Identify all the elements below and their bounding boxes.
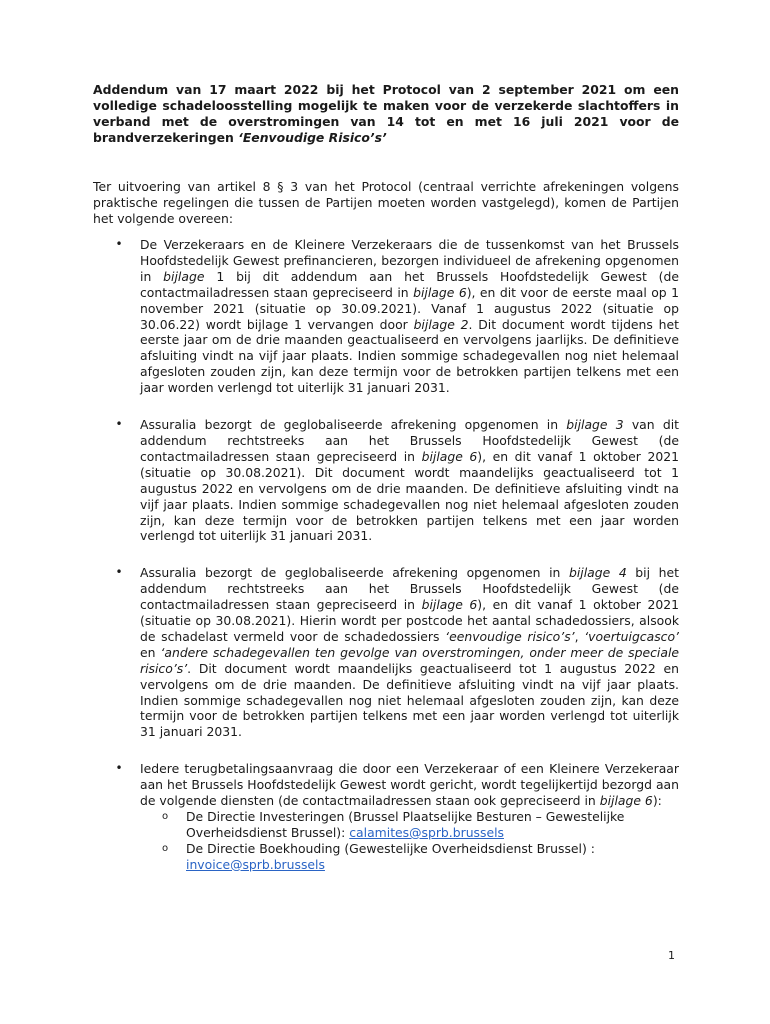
- bullet-icon: •: [115, 565, 123, 580]
- bullet-list: [0, 237, 770, 873]
- sub-list-item: [140, 809, 679, 841]
- circle-bullet-icon: o: [162, 842, 169, 854]
- bullet-text: [140, 761, 679, 809]
- text-run: Assuralia bezorgt de geglobaliseerde afrekening opgenomen in: [140, 565, 569, 581]
- text-run: 1 bij dit addendum aan het Brussels Hoofdstedelijk Gewest (de contactmailadressen staan gepreciseerd in: [140, 268, 680, 300]
- text-run: van dit addendum rechtstreeks aan het Brussels Hoofdstedelijk Gewest (de contactmailadressen staan gepreciseerd in: [140, 417, 679, 464]
- text-run: Iedere terugbetalingsaanvraag die door een Verzekeraar of een Kleinere Verzekeraar aan het Brussels Hoofdstedelijk Gewest wordt gericht, wordt tegelijkertijd bezorgd aan de volgende diensten (de contactmailadressen staan ook gepreciseerd in: [140, 761, 679, 809]
- italic-run: ‘andere schadegevallen ten gevolge van overstromingen, onder meer de speciale risico’s’: [140, 644, 680, 676]
- text-run: ), en dit voor de eerste maal op 1 november 2021 (situatie op 30.09.2021). Vanaf 1 augustus 2022 (situatie op 30.06.22) wordt bijlage 1 vervangen door: [140, 284, 679, 332]
- text-run: bij het addendum rechtstreeks aan het Brussels Hoofdstedelijk Gewest (de contactmailadressen staan gepreciseerd in: [140, 565, 679, 613]
- sub-item-text: De Directie Investeringen (Brussel Plaatselijke Besturen – Gewestelijke Overheidsdienst Brussel):: [186, 809, 625, 840]
- italic-run: bijlage 6: [421, 448, 478, 464]
- circle-bullet-icon: o: [162, 811, 169, 822]
- text-run: . Dit document wordt maandelijks geactualiseerd tot 1 augustus 2022 en vervolgens om de drie maanden. De definitieve afsluiting vindt na vijf jaar plaats. Indien sommige schadegevallen nog niet helemaal afgesloten zouden zijn, kan deze termijn voor de betrokken partijen telkens met een jaar worden verlengd tot uiterlijk 31 januari 2031.: [140, 660, 679, 740]
- sub-item-text: De Directie Boekhouding (Gewestelijke Overheidsdienst Brussel) :: [186, 840, 595, 856]
- bullet-text: [140, 237, 679, 396]
- italic-run: bijlage 6: [599, 793, 653, 809]
- text-run: en: [140, 644, 161, 660]
- bullet-text: [140, 417, 679, 544]
- italic-run: ‘eenvoudige risico’s’: [445, 628, 575, 644]
- bullet-icon: •: [115, 417, 123, 432]
- sub-list: [140, 809, 679, 873]
- text-run: Assuralia bezorgt de geglobaliseerde afrekening opgenomen in: [140, 417, 567, 433]
- intro-paragraph: Ter uitvoering van artikel 8 § 3 van het Protocol (centraal verrichte afrekeningen volgens praktische regelingen die tussen de Partijen moeten worden vastgelegd), komen de Partijen het volgende overeen:: [93, 179, 679, 226]
- text-run: ,: [574, 628, 585, 644]
- italic-run: bijlage 2: [413, 316, 469, 332]
- text-run: ):: [652, 793, 662, 809]
- italic-run: bijlage 6: [413, 284, 467, 300]
- italic-run: bijlage 6: [421, 597, 478, 613]
- text-run: ), en dit vanaf 1 oktober 2021 (situatie op 30.08.2021). Hierin wordt per postcode het aantal schadedossiers, alsook de schadelast vermeld voor de schadedossiers: [140, 597, 679, 644]
- list-item: [0, 565, 679, 740]
- document-title: [93, 82, 679, 146]
- text-run: . Dit document wordt tijdens het eerste jaar om de drie maanden geactualiseerd en vervolgens jaarlijks. De definitieve afsluiting vindt na vijf jaar plaats. Indien sommige schadegevallen nog niet helemaal afgesloten zouden zijn, kan deze termijn voor de betrokken partijen telkens met een jaar worden verlengd tot uiterlijk 31 januari 2031.: [140, 316, 679, 396]
- email-link-invoice[interactable]: invoice@sprb.brussels: [186, 856, 325, 872]
- text-run: De Verzekeraars en de Kleinere Verzekeraars die de tussenkomst van het Brussels Hoofdstedelijk Gewest prefinancieren, bezorgen individueel de afrekening opgenomen in: [140, 237, 679, 284]
- italic-run: bijlage 4: [568, 565, 627, 581]
- text-run: ), en dit vanaf 1 oktober 2021 (situatie op 30.08.2021). Dit document wordt maandelijks geactualiseerd tot 1 augustus 2022 en vervolgens om de drie maanden. De definitieve afsluiting vindt na vijf jaar plaats. Indien sommige schadegevallen nog niet helemaal afgesloten zouden zijn, kan deze termijn voor de betrokken partijen telkens met een jaar worden verlengd tot uiterlijk 31 januari 2031.: [140, 448, 679, 544]
- list-item: [0, 237, 679, 396]
- email-link-calamites[interactable]: calamites@sprb.brussels: [349, 824, 504, 840]
- italic-run: bijlage 3: [566, 417, 624, 433]
- list-item: [0, 761, 679, 872]
- italic-run: ‘voertuigcasco’: [584, 628, 679, 644]
- list-item: [0, 417, 679, 544]
- bullet-icon: •: [115, 237, 123, 251]
- page-number: 1: [668, 949, 675, 962]
- sub-list-item: [140, 841, 679, 873]
- title-italic: ‘Eenvoudige Risico’s’: [238, 129, 387, 145]
- italic-run: bijlage: [163, 268, 205, 284]
- title-text: Addendum van 17 maart 2022 bij het Protocol van 2 september 2021 om een volledige schadeloosstelling mogelijk te maken voor de verzekerde slachtoffers in verband met de overstromingen van 14 tot en met 16 juli 2021 voor de brandverzekeringen: [93, 82, 679, 145]
- bullet-text: [140, 565, 679, 740]
- bullet-icon: •: [115, 761, 123, 776]
